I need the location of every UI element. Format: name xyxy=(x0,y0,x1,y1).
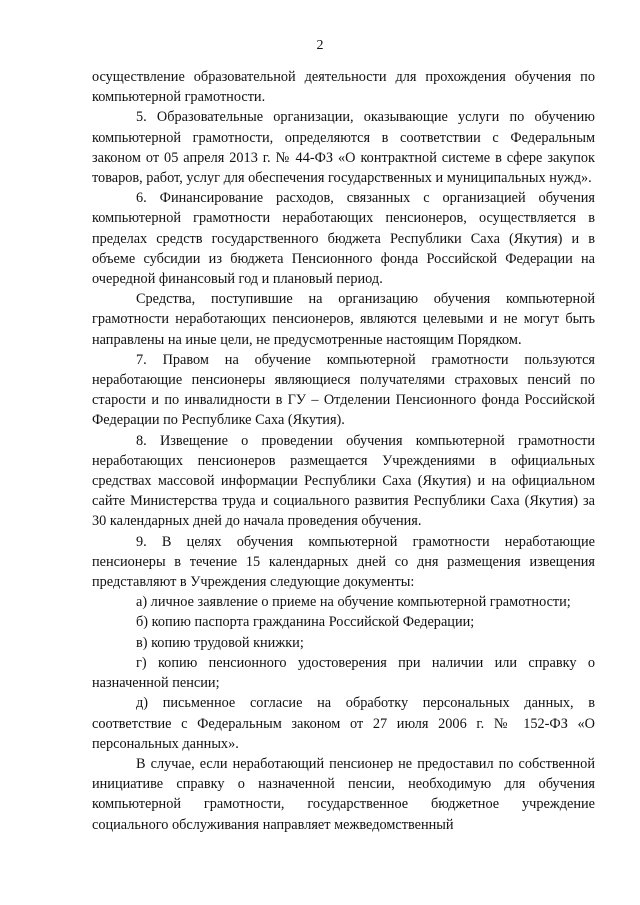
paragraph-item-5: 5. Образовательные организации, оказывающие услуги по обучению компьютерной грамотности, определяются в соответствии с Федеральным законом от 05 апреля 2013 г. № 44-ФЗ «О контрактной системе в сфере закупок товаров, работ, услуг для обеспечения государственных и муниципальных нужд». xyxy=(92,109,595,187)
list-item-d: д) письменное согласие на обработку персональных данных, в соответствие с Федеральным законом от 27 июля 2006 г. № 152-ФЗ «О персональных данных». xyxy=(92,695,595,752)
page-number: 2 xyxy=(316,38,324,53)
paragraph-case: В случае, если неработающий пенсионер не предоставил по собственной инициативе справку о назначенной пенсии, необходимую для обучения компьютерной грамотности, государственное бюджетное учреждение социального обслуживания направляет межведомственный xyxy=(92,755,595,833)
document-body xyxy=(92,67,595,835)
paragraph-item-7: 7. Правом на обучение компьютерной грамотности пользуются неработающие пенсионеры являющиеся получателями страховых пенсий по старости и по инвалидности в ГУ – Отделении Пенсионного фонда Российской Федерации по Республике Саха (Якутия). xyxy=(92,351,595,429)
paragraph-item-8: 8. Извещение о проведении обучения компьютерной грамотности неработающих пенсионеров размещается Учреждениями в официальных средствах массовой информации Республики Саха (Якутия) и на официальном сайте Министерства труда и социального развития Республики Саха (Якутия) за 30 календарных дней до начала проведения обучения. xyxy=(92,432,595,530)
paragraph-funds: Средства, поступившие на организацию обучения компьютерной грамотности неработающих пенсионеров, являются целевыми и не могут быть направлены на иные цели, не предусмотренные настоящим Порядком. xyxy=(92,291,595,348)
list-item-b: б) копию паспорта гражданина Российской Федерации; xyxy=(136,614,475,631)
paragraph-item-9: 9. В целях обучения компьютерной грамотности неработающие пенсионеры в течение 15 календарных дней со дня размещения извещения представляют в Учреждения следующие документы: xyxy=(92,533,595,591)
paragraph-continuation: осуществление образовательной деятельности для прохождения обучения по компьютерной грамотности. xyxy=(92,69,595,106)
list-item-g: г) копию пенсионного удостоверения при наличии или справку о назначенной пенсии; xyxy=(92,654,595,692)
list-item-a: а) личное заявление о приеме на обучение компьютерной грамотности; xyxy=(136,594,571,611)
list-item-v: в) копию трудовой книжки; xyxy=(136,634,304,651)
paragraph-item-6: 6. Финансирование расходов, связанных с организацией обучения компьютерной грамотности неработающих пенсионеров, осуществляется в пределах средств государственного бюджета Республики Саха (Якутия) и в объеме субсидии из бюджета Пенсионного фонда Российской Федерации на очередной финансовый год и плановый период. xyxy=(92,190,595,288)
